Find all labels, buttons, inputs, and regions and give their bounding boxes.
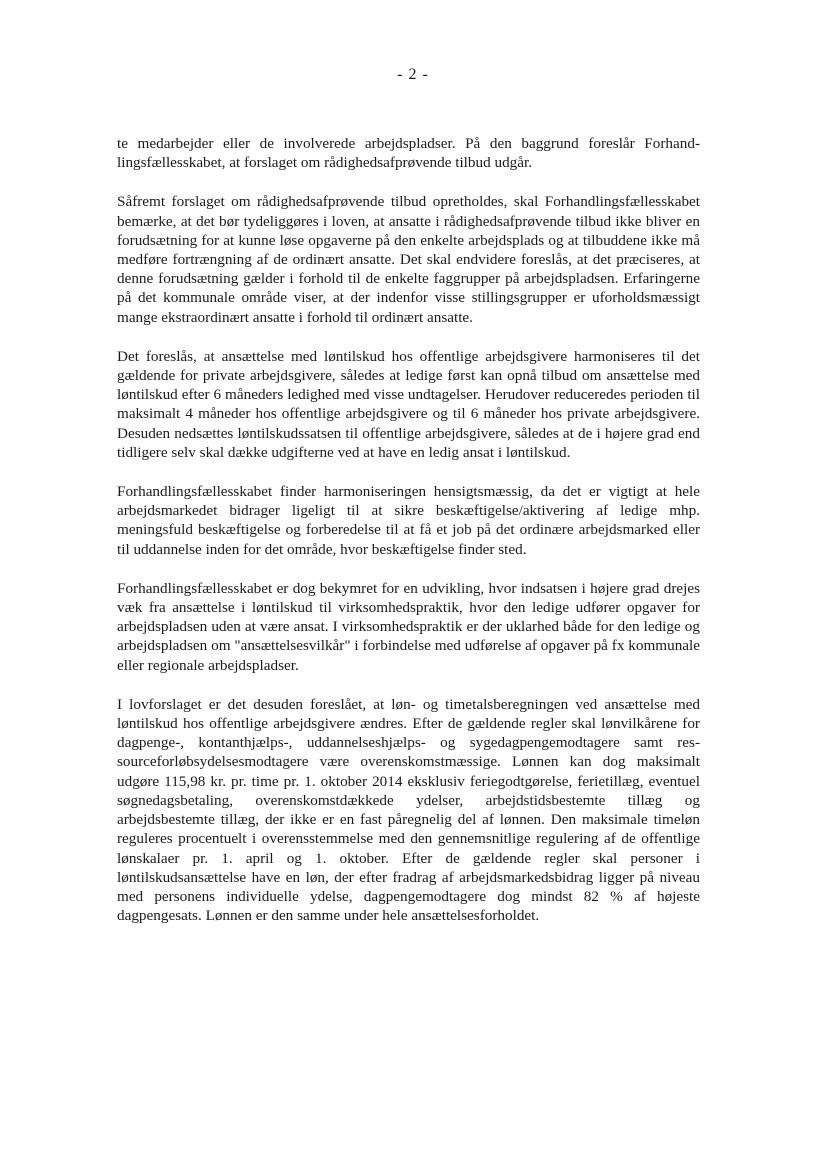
paragraph-loentilskud-harmonisering: Det foreslås, at ansættelse med løntilskud hos offentlige arbejdsgivere harmoniseres til det gældende for private arbejdsgivere, således at ledige først kan opnå tilbud om ansættelse med løntilskud efter 6 måneders ledighed med visse undtagelser. Herudover reduceredes perioden til maksimalt 4 måneder hos offentlige arbejdsgivere og til 6 måneder hos private arbejdsgivere. Desuden nedsættes løntilskudssatsen til offentlige arbejdsgivere, således at de i højere grad end tidligere selv skal dække udgifterne ved at have en ledig ansat i løntilskud. xyxy=(117,347,700,461)
document-body xyxy=(117,134,700,945)
paragraph-harmonisering-hensigtsmaessig: Forhandlingsfællesskabet finder harmoniseringen hensigtsmæssig, da det er vigtigt at hele arbejdsmarkedet bidrager ligeligt til at sikre beskæftigelse/aktivering af ledige mhp. meningsfuld beskæftigelse og forberedelse til at få et job på det ordinære arbejdsmarked eller til uddannelse inden for det område, hvor beskæftigelse finder sted. xyxy=(117,483,700,558)
paragraph-raadighedsafproevende-tilbud: Såfremt forslaget om rådighedsafprøvende tilbud opretholdes, skal Forhandlingsfællesskabet bemærke, at det bør tydeliggøres i loven, at ansatte i rådighedsafprøvende tilbud ikke bliver en forudsætning for at kunne løse opgaverne på den enkelte arbejdsplads og at tilbuddene ikke må medføre fortrængning af de ordinært ansatte. Det skal endvidere foreslås, at det præciseres, at denne forudsætning gælder i forhold til de enkelte faggrupper på arbejdspladsen. Erfaringerne på det kommunale område viser, at der indenfor visse stillingsgrupper er uforholdsmæssigt mange ekstraordinært ansatte i forhold til ordinært ansatte. xyxy=(117,193,700,326)
paragraph-continuation: te medarbejder eller de involverede arbejdspladser. På den baggrund foreslår Forhandlingsfællesskabet, at forslaget om rådighedsafprøvende tilbud udgår. xyxy=(117,135,700,172)
paragraph-loen-og-timetalsberegning: I lovforslaget er det desuden foreslået, at løn- og timetalsberegningen ved ansættelse med løntilskud hos offentlige arbejdsgivere ændres. Efter de gældende regler skal lønvilkårene for dagpenge-, kontanthjælps-, uddannelseshjælps- og sygedagpengemodtagere samt ressourceforløbsydelsesmodtagere være overenskomstmæssige. Lønnen kan dog maksimalt udgøre 115,98 kr. pr. time pr. 1. oktober 2014 eksklusiv feriegodtgørelse, ferietillæg, eventuel søgnedagsbetaling, overenskomstdækkede ydelser, arbejdstidsbestemte tillæg og arbejdsbestemte tillæg, der ikke er en fast påregnelig del af lønnen. Den maksimale timeløn reguleres procentuelt i overensstemmelse med den gennemsnitlige regulering af de offentlige lønskalaer pr. 1. april og 1. oktober. Efter de gældende regler skal personer i løntilskudsansættelse have en løn, der efter fradrag af arbejdsmarkedsbidrag ligger på niveau med personens individuelle ydelse, dagpengemodtagere dog mindst 82 % af højeste dagpengesats. Lønnen er den samme under hele ansættelsesforholdet. xyxy=(117,695,700,925)
page-number: - 2 - xyxy=(397,66,429,83)
paragraph-virksomhedspraktik-bekymring: Forhandlingsfællesskabet er dog bekymret for en udvikling, hvor indsatsen i højere grad drejes væk fra ansættelse i løntilskud til virksomhedspraktik, hvor den ledige udfører opgaver for arbejdspladsen uden at være ansat. I virksomhedspraktik er der uklarhed både for den ledige og arbejdspladsen om "ansættelsesvilkår" i forbindelse med udførelse af opgaver på fx kommunale eller regionale arbejdspladser. xyxy=(117,579,700,674)
